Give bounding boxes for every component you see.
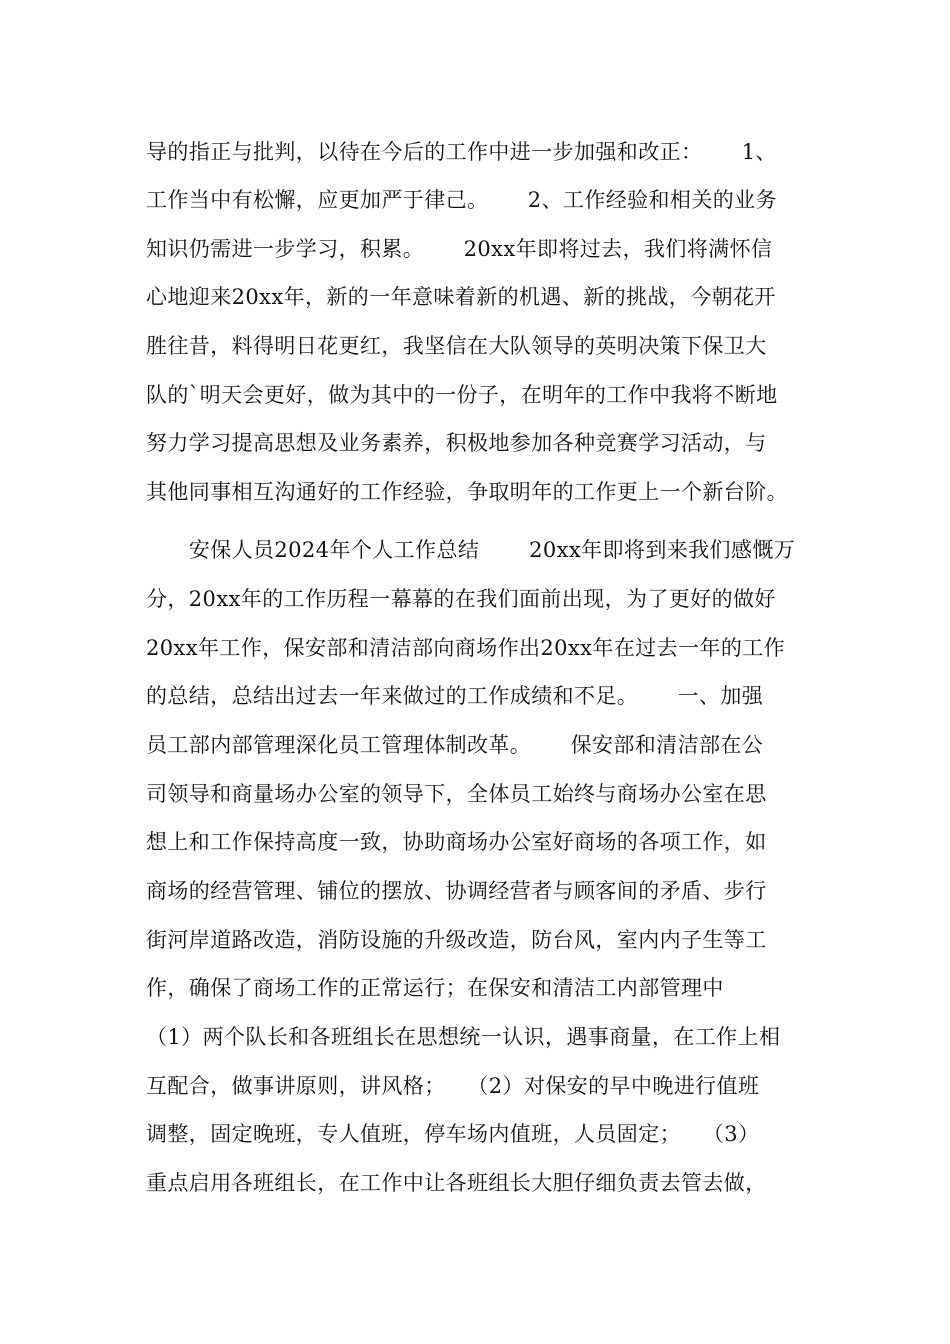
text-line: 重点启用各班组长，在工作中让各班组长大胆仔细负责去管去做， <box>146 1171 767 1195</box>
text-line: 安保人员2024年个人工作总结 20xx年即将到来我们感慨万 <box>146 538 796 562</box>
text-line: 胜往昔，料得明日花更红，我坚信在大队领导的英明决策下保卫大 <box>146 334 767 358</box>
text-line: 分，20xx年的工作历程一幕幕的在我们面前出现，为了更好的做好 <box>146 587 776 611</box>
text-line: 其他同事相互沟通好的工作经验，争取明年的工作更上一个新台阶。 <box>146 480 788 504</box>
text-line: 司领导和商量场办公室的领导下，全体员工始终与商场办公室在思 <box>146 782 767 806</box>
text-line: 知识仍需进一步学习，积累。 20xx年即将过去，我们将满怀信 <box>146 237 773 261</box>
text-line: 想上和工作保持高度一致，协助商场办公室好商场的各项工作，如 <box>146 830 767 854</box>
text-line: 的总结，总结出过去一年来做过的工作成绩和不足。 一、加强 <box>146 684 764 708</box>
text-line: 导的指正与批判，以待在今后的工作中进一步加强和改正： 1、 <box>146 140 777 164</box>
text-line: 互配合，做事讲原则，讲风格； （2）对保安的早中晚进行值班 <box>146 1074 760 1098</box>
text-line: 员工部内部管理深化员工管理体制改革。 保安部和清洁部在公 <box>146 733 764 757</box>
text-line: 20xx年工作，保安部和清洁部向商场作出20xx年在过去一年的工作 <box>146 636 786 660</box>
text-line: 心地迎来20xx年，新的一年意味着新的机遇、新的挑战，今朝花开 <box>146 285 776 309</box>
text-line: 作，确保了商场工作的正常运行；在保安和清洁工内部管理中 <box>146 976 724 1000</box>
text-line: 工作当中有松懈，应更加严于律己。 2、工作经验和相关的业务 <box>146 188 777 212</box>
text-line: 街河岸道路改造，消防设施的升级改造，防台风，室内内子生等工 <box>146 928 767 952</box>
text-line: （1）两个队长和各班组长在思想统一认识，遇事商量，在工作上相 <box>146 1025 781 1049</box>
text-line: 商场的经营管理、铺位的摆放、协调经营者与顾客间的矛盾、步行 <box>146 879 767 903</box>
text-line: 调整，固定晚班，专人值班，停车场内值班，人员固定； （3） <box>146 1122 760 1146</box>
text-line: 队的`明天会更好，做为其中的一份子，在明年的工作中我将不断地 <box>146 383 778 407</box>
text-line: 努力学习提高思想及业务素养，积极地参加各种竞赛学习活动，与 <box>146 431 767 455</box>
